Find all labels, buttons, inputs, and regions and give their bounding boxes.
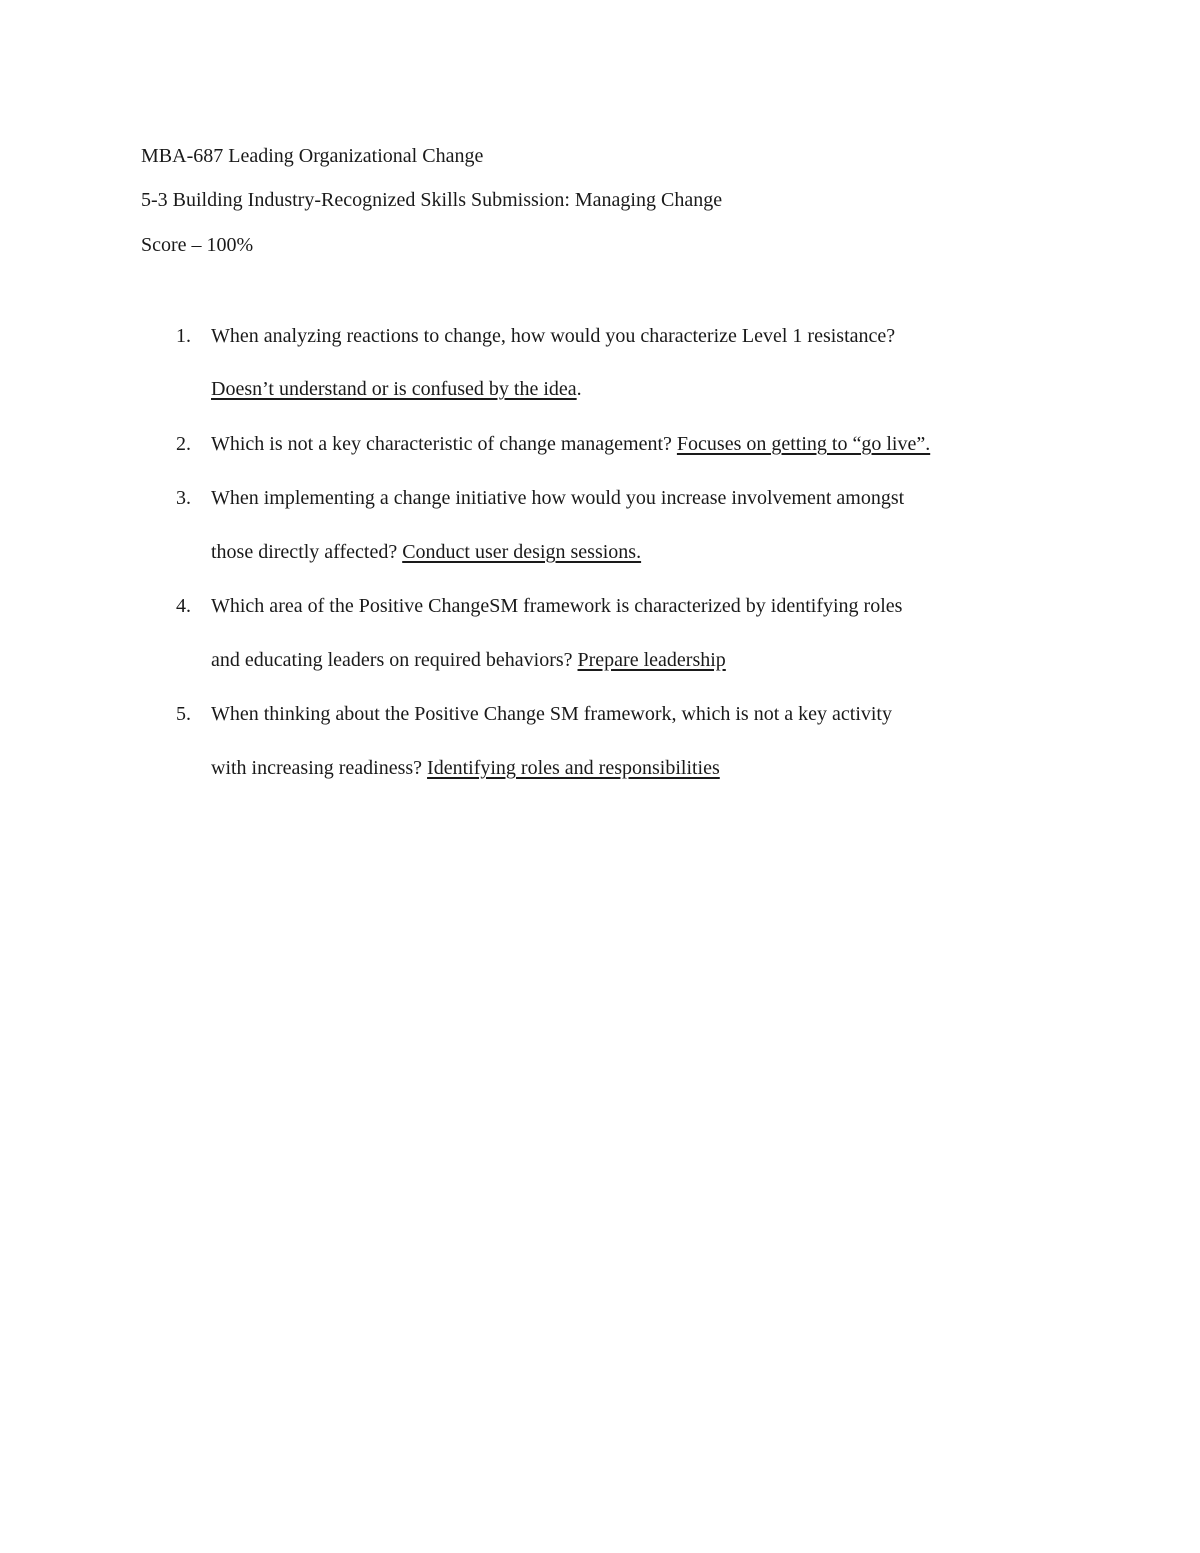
question-text-continued: and educating leaders on required behaviors? [211, 649, 573, 671]
question-number: 2. [176, 433, 191, 455]
question-text: When implementing a change initiative how would you increase involvement amongst [211, 487, 905, 509]
answer-text: Doesn’t understand or is confused by the idea [211, 378, 577, 400]
score-line: Score – 100% [141, 234, 254, 256]
question-text-continued: with increasing readiness? [211, 757, 423, 779]
answer-text: Prepare leadership [577, 649, 726, 671]
answer-period: . [576, 378, 582, 400]
question-number: 3. [176, 487, 191, 509]
question-text: Which is not a key characteristic of change management? [211, 433, 672, 455]
question-text-continued: those directly affected? [211, 541, 398, 563]
question-number: 4. [176, 595, 191, 617]
question-line [211, 756, 720, 780]
question-text: When thinking about the Positive Change SM framework, which is not a key activity [211, 703, 892, 725]
course-title: MBA-687 Leading Organizational Change [141, 145, 484, 167]
question-number: 1. [176, 325, 191, 347]
answer-text: Conduct user design sessions. [402, 541, 642, 563]
question-line [211, 648, 726, 672]
question-text: Which area of the Positive ChangeSM framework is characterized by identifying roles [211, 595, 903, 617]
answer-text: Focuses on getting to “go live”. [676, 433, 931, 455]
assignment-title: 5-3 Building Industry-Recognized Skills Submission: Managing Change [141, 189, 723, 211]
question-text: When analyzing reactions to change, how would you characterize Level 1 resistance? [211, 325, 896, 347]
answer-line [211, 377, 582, 401]
question-line [211, 540, 641, 564]
question-number: 5. [176, 703, 191, 725]
answer-text: Identifying roles and responsibilities [427, 757, 720, 779]
question-line [211, 432, 930, 456]
